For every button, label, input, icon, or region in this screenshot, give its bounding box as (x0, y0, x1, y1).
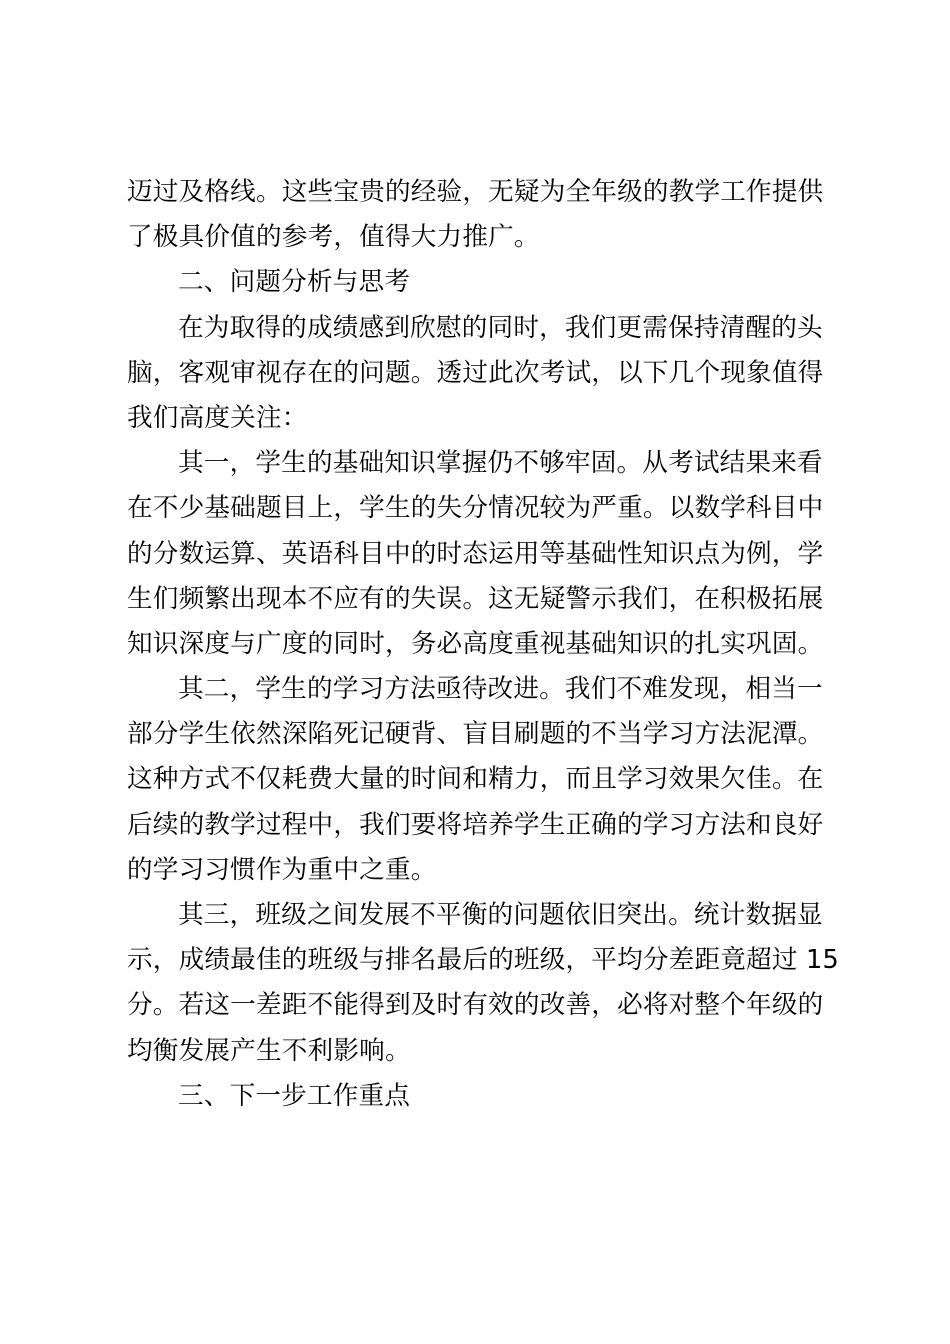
text-line: 这种方式不仅耗费大量的时间和精力，而且学习效果欠佳。在 (127, 764, 824, 795)
text-line: 分。若这一差距不能得到及时有效的改善，必将对整个年级的 (127, 990, 824, 1021)
text-line: 部分学生依然深陷死记硬背、盲目刷题的不当学习方法泥潭。 (127, 719, 824, 750)
text-line: 均衡发展产生不利影响。 (127, 1035, 411, 1066)
text-line: 其二，学生的学习方法亟待改进。我们不难发现，相当一 (178, 674, 823, 705)
text-line: 在为取得的成绩感到欣慰的同时，我们更需保持清醒的头 (178, 312, 823, 343)
text-line: 的学习习惯作为重中之重。 (127, 854, 437, 885)
text-line: 了极具价值的参考，值得大力推广。 (127, 222, 540, 253)
body-text (127, 170, 837, 1119)
text-line: 的分数运算、英语科目中的时态运用等基础性知识点为例，学 (127, 538, 824, 569)
text-line: 知识深度与广度的同时，务必高度重视基础知识的扎实巩固。 (127, 628, 824, 659)
text-line: 生们频繁出现本不应有的失误。这无疑警示我们，在积极拓展 (127, 583, 824, 614)
text-line: 在不少基础题目上，学生的失分情况较为严重。以数学科目中 (127, 493, 824, 524)
text-line: 脑，客观审视存在的问题。透过此次考试，以下几个现象值得 (127, 357, 824, 388)
text-line: 示，成绩最佳的班级与排名最后的班级，平均分差距竟超过 15 (127, 945, 839, 976)
text-line: 我们高度关注： (127, 402, 308, 433)
section-heading: 三、下一步工作重点 (178, 1080, 411, 1111)
text-line: 后续的教学过程中，我们要将培养学生正确的学习方法和良好 (127, 809, 824, 840)
section-heading: 二、问题分析与思考 (178, 267, 411, 298)
text-line: 其三，班级之间发展不平衡的问题依旧突出。统计数据显 (178, 900, 823, 930)
text-line: 其一，学生的基础知识掌握仍不够牢固。从考试结果来看 (178, 448, 823, 479)
text-line: 迈过及格线。这些宝贵的经验，无疑为全年级的教学工作提供 (127, 177, 824, 207)
